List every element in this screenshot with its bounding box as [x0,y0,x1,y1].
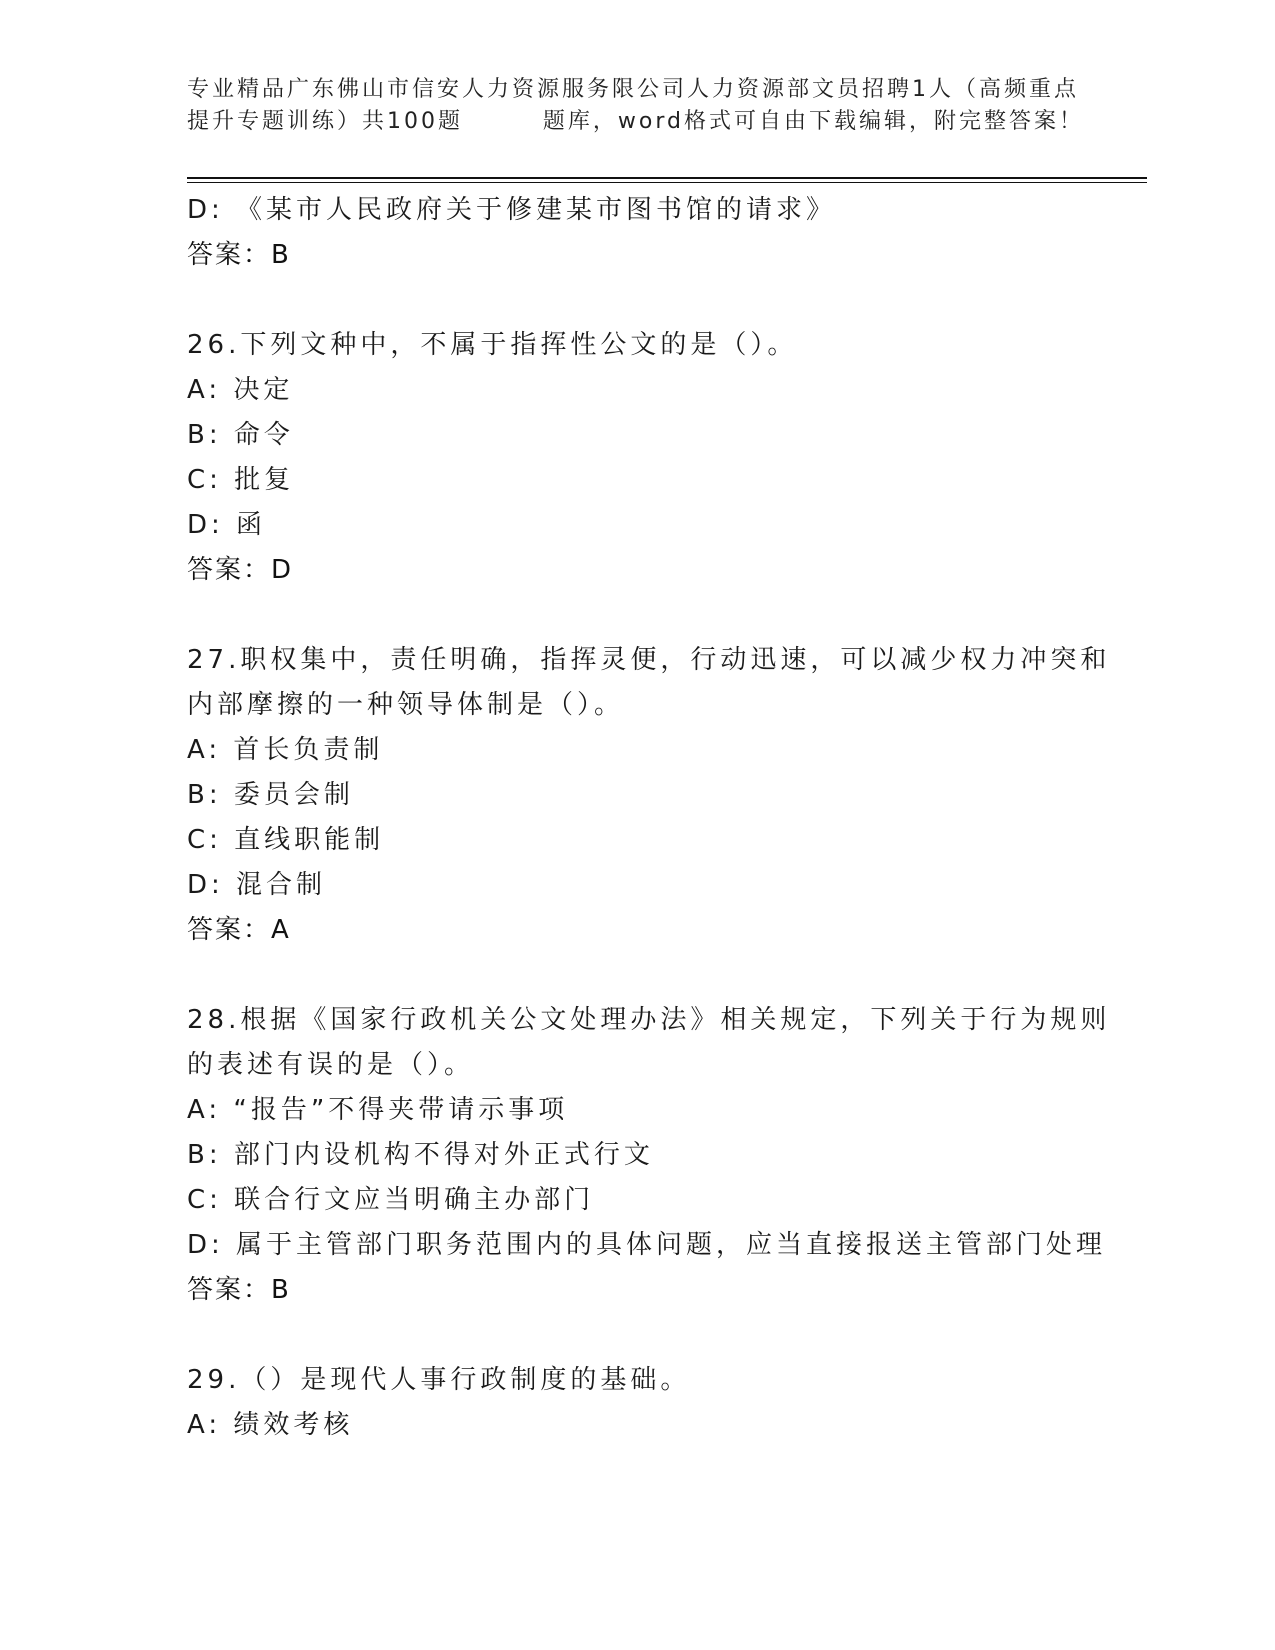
question-25-tail [187,188,1107,278]
option-b: B: 委员会制 [187,780,354,810]
answer-label: 答案： [187,1275,272,1305]
answer-value: A [271,915,291,945]
option-c: C: 批复 [187,465,295,495]
spacer [187,953,1107,998]
document-body [187,188,1111,1448]
question-stem-line-1: 27.职权集中，责任明确，指挥灵便，行动迅速，可以减少权力冲突和 [187,645,1111,675]
question-stem: 26.下列文种中，不属于指挥性公文的是（）。 [187,330,798,360]
answer-line [187,1268,1107,1313]
option-b: B: 命令 [187,420,294,450]
option-d: D: 属于主管部门职务范围内的具体问题，应当直接报送主管部门处理 [187,1230,1107,1260]
answer-line [187,548,1107,593]
question-stem-line-1: 28.根据《国家行政机关公文处理办法》相关规定，下列关于行为规则 [187,1005,1111,1035]
option-c: C: 联合行文应当明确主办部门 [187,1185,595,1215]
document-header [187,74,1087,138]
question-29 [187,1358,1107,1448]
answer-value: B [271,240,291,270]
question-26 [187,323,1107,593]
question-stem-line-2: 的表述有误的是（）。 [187,1050,475,1080]
question-stem-line-2: 内部摩擦的一种领导体制是（）。 [187,690,625,720]
option-a: A: 决定 [187,375,294,405]
spacer [187,278,1107,323]
question-stem: 29.（）是现代人事行政制度的基础。 [187,1365,691,1395]
question-28 [187,998,1111,1313]
option-d: D: 函 [187,510,267,540]
answer-line [187,233,1107,278]
option-d: D: 《某市人民政府关于修建某市图书馆的请求》 [187,195,837,225]
answer-label: 答案： [187,240,272,270]
option-b: B: 部门内设机构不得对外正式行文 [187,1140,654,1170]
spacer [187,1313,1107,1358]
option-a: A: 绩效考核 [187,1410,354,1440]
option-a: A: 首长负责制 [187,735,384,765]
option-c: C: 直线职能制 [187,825,385,855]
header-divider-thin [187,182,1147,183]
option-d: D: 混合制 [187,870,327,900]
answer-label: 答案： [187,915,272,945]
header-line-1: 专业精品广东佛山市信安人力资源服务限公司人力资源部文员招聘1人（高频重点 [187,77,1079,102]
header-line-2: 提升专题训练）共100题 题库，word格式可自由下载编辑，附完整答案！ [187,109,1085,134]
question-27 [187,638,1111,953]
answer-line [187,908,1107,953]
answer-value: D [271,555,294,585]
spacer [187,593,1107,638]
answer-label: 答案： [187,555,272,585]
answer-value: B [271,1275,291,1305]
header-divider-thick [187,177,1147,179]
option-a: A: “报告”不得夹带请示事项 [187,1095,569,1125]
